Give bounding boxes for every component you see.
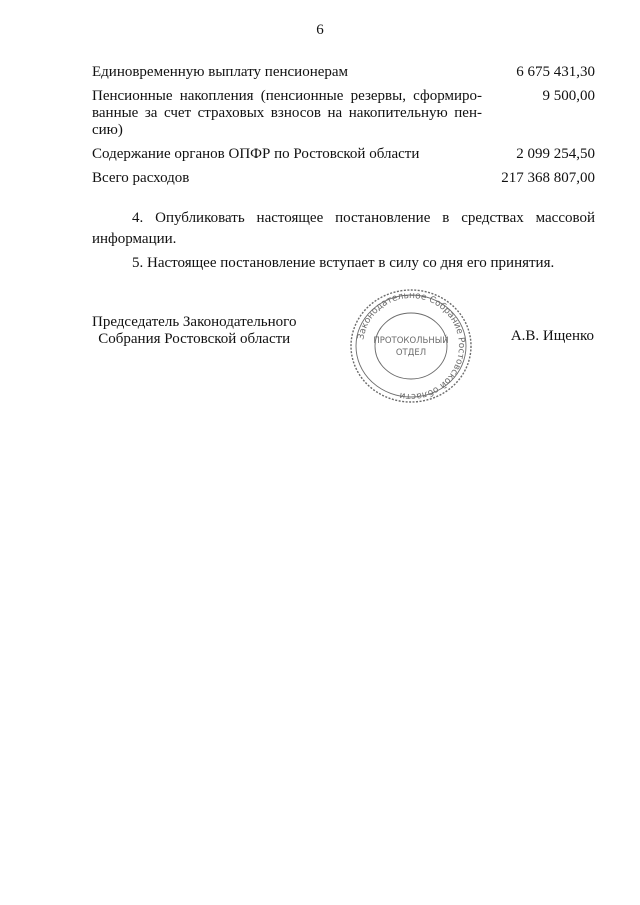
expense-label-line: Единовременную выплату пенсионерам [92,64,349,80]
expense-amount: 9 500,00 [542,88,595,104]
expense-label-line: Пенсионные накопления (пенсионные резервы, сформиро- [92,88,482,104]
official-stamp [346,286,476,406]
expense-row [92,88,595,139]
page-number: 6 [316,22,324,38]
expense-total-amount: 217 368 807,00 [501,170,595,186]
signatory-position-line: Председатель Законодательного [92,314,297,330]
signatory-position [92,314,296,348]
paragraph-item-4: 4. Опубликовать настоящее постановление в средствах массовой информации. [92,210,595,247]
expense-label-line: ванные за счет страховых взносов на накопительную пен- [92,105,482,121]
expense-label [92,88,482,139]
expense-total-row [92,170,595,187]
signatory-position-line: Собрания Ростовской области [98,331,291,347]
stamp-ring-text: Законодательное Собрание Ростовской области [356,290,467,402]
expense-row [92,146,595,163]
expense-label-line: Содержание органов ОПФР по Ростовской области [92,146,420,162]
expense-total-label [92,170,189,187]
expense-label [92,64,348,81]
signatory-name: А.В. Ищенко [510,328,594,344]
stamp-center-line: ОТДЕЛ [395,348,427,358]
stamp-center-line: ПРОТОКОЛЬНЫЙ [373,336,449,346]
expense-label [92,146,419,163]
expense-label-line: Всего расходов [92,170,190,186]
paragraph-item-5: 5. Настоящее постановление вступает в силу со дня его принятия. [132,255,555,271]
expense-label-line: сию) [92,122,123,138]
expense-amount: 2 099 254,50 [516,146,595,162]
expense-table [92,64,595,194]
expense-row [92,64,595,81]
expense-amount: 6 675 431,30 [516,64,595,80]
